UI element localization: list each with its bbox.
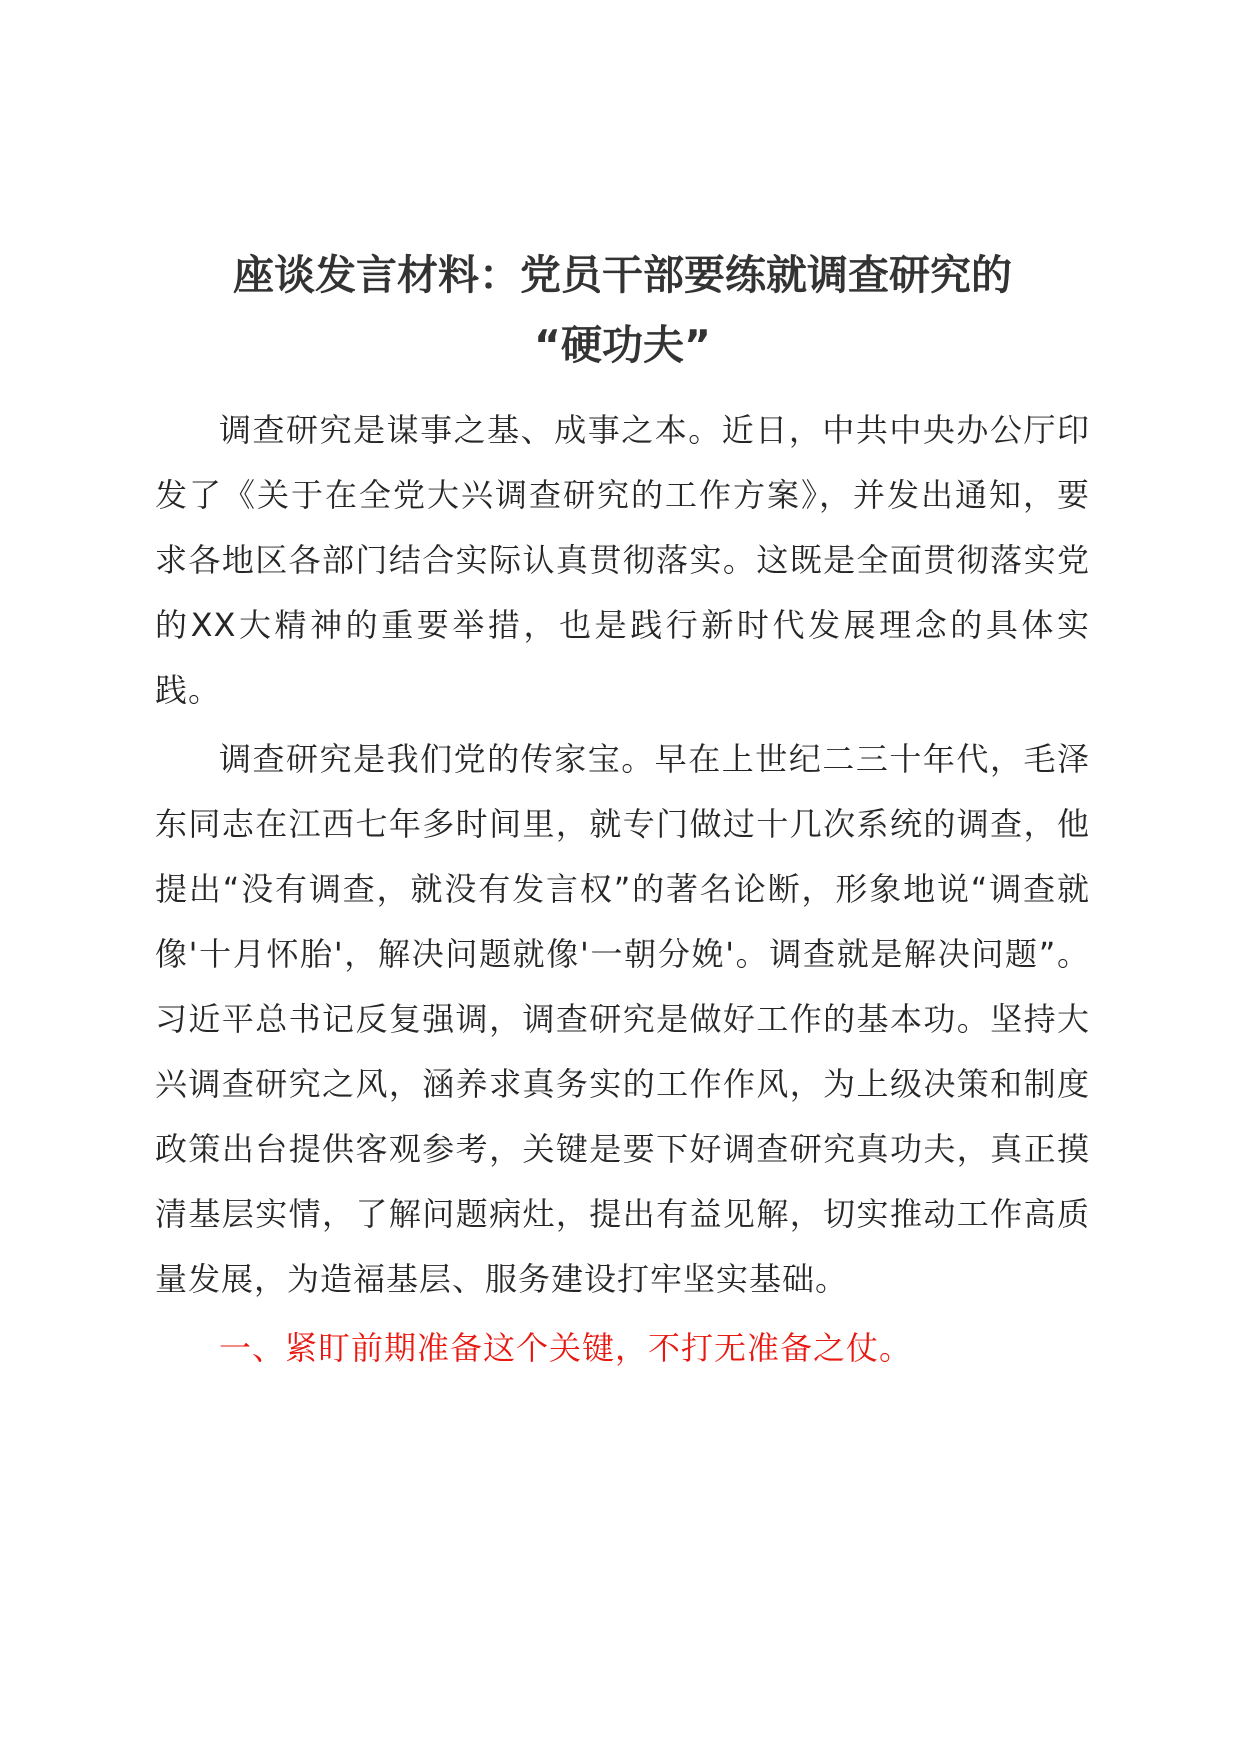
paragraph-2: 调查研究是我们党的传家宝。早在上世纪二三十年代，毛泽东同志在江西七年多时间里，就专门做过十几次系统的调查，他提出“没有调查，就没有发言权”的著名论断，形象地说“调查就像'十月怀胎'，解决问题就像'一朝分娩'。调查就是解决问题”。习近平总书记反复强调，调查研究是做好工作的基本功。坚持大兴调查研究之风，涵养求真务实的工作作风，为上级决策和制度政策出台提供客观参考，关键是要下好调查研究真功夫，真正摸清基层实情，了解问题病灶，提出有益见解，切实推动工作高质量发展，为造福基层、服务建设打牢坚实基础。 (155, 740, 1090, 1298)
document-page (155, 240, 1090, 1381)
title-line-2: “硬功夫” (534, 321, 711, 369)
document-title (155, 240, 1090, 380)
section-heading: 一、紧盯前期准备这个关键，不打无准备之仗。 (219, 1329, 913, 1367)
title-line-1: 座谈发言材料：党员干部要练就调查研究的 (233, 251, 1012, 299)
paragraph-1: 调查研究是谋事之基、成事之本。近日，中共中央办公厅印发了《关于在全党大兴调查研究的工作方案》，并发出通知，要求各地区各部门结合实际认真贯彻落实。这既是全面贯彻落实党的XX大精神的重要举措，也是践行新时代发展理念的具体实践。 (155, 411, 1090, 709)
document-body (155, 398, 1090, 1381)
